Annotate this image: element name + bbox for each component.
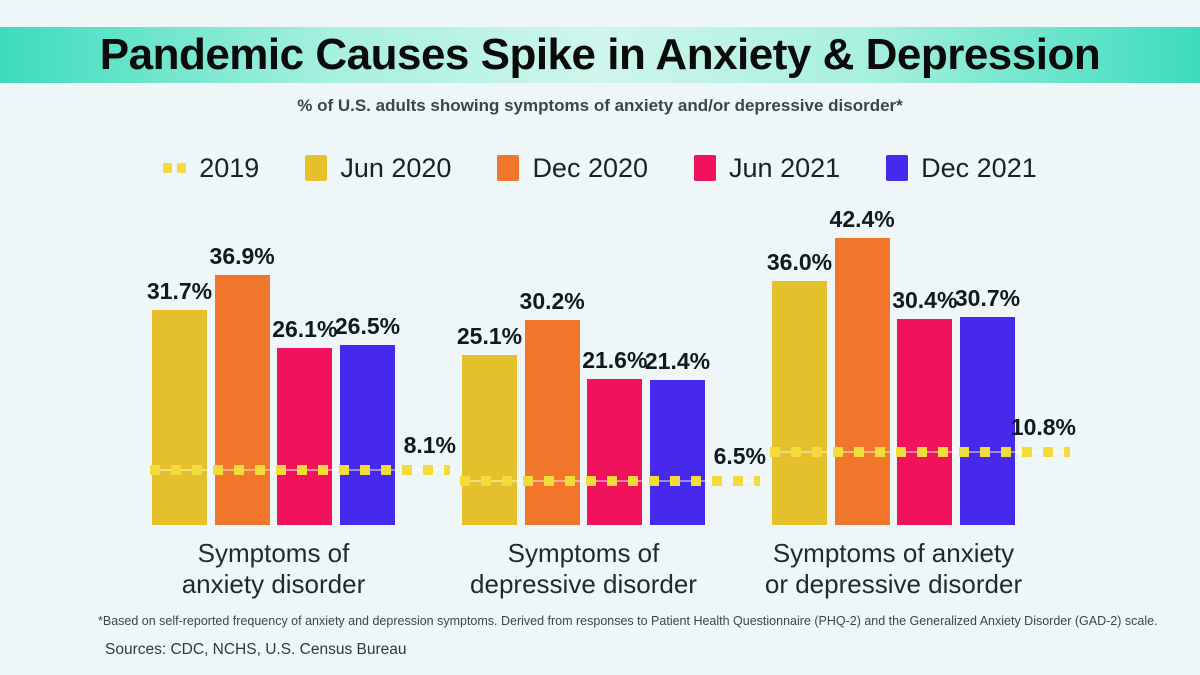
- legend-label: Jun 2021: [729, 152, 841, 183]
- baseline-value-label: 8.1%: [403, 432, 456, 458]
- bar-value-label: 30.7%: [954, 285, 1021, 311]
- bar-value-label: 21.4%: [644, 348, 711, 374]
- baseline-2019-line: [460, 476, 760, 486]
- bar-column-jun-2020: [456, 323, 523, 525]
- group-axis-label: [422, 538, 745, 600]
- bar-value-label: 42.4%: [829, 206, 895, 232]
- bar-column-dec-2021: [334, 313, 401, 525]
- bar-value-label: 21.6%: [582, 347, 648, 373]
- bar: [462, 355, 517, 525]
- bar-group-3: [766, 206, 1021, 525]
- group-axis-label-line: anxiety disorder: [181, 569, 366, 599]
- bar-column-dec-2020: [519, 288, 585, 525]
- bar-group-1: [146, 225, 401, 525]
- baseline-value-label: 6.5%: [713, 443, 766, 469]
- group-axis-label: [112, 538, 435, 600]
- footnote: *Based on self-reported frequency of anxiety and depression symptoms. Derived from responses to Patient Health Questionnaire (PHQ-2) and the Generalized Anxiety Disorder (GAD-2) scale.: [98, 614, 1158, 628]
- group-axis-label: [732, 538, 1055, 600]
- bar: [525, 320, 580, 525]
- group-axis-label-line: Symptoms of: [197, 538, 350, 568]
- bar-column-dec-2020: [829, 206, 895, 525]
- legend-label: Dec 2020: [532, 152, 649, 183]
- bar-value-label: 30.2%: [519, 288, 585, 314]
- page-title: Pandemic Causes Spike in Anxiety & Depression: [99, 30, 1101, 79]
- bar-value-label: 25.1%: [456, 323, 523, 349]
- chart-subtitle: % of U.S. adults showing symptoms of anxiety and/or depressive disorder*: [297, 96, 903, 115]
- bar-column-jun-2020: [146, 278, 213, 525]
- bar-column-jun-2021: [582, 347, 648, 525]
- baseline-2019-line: [150, 465, 450, 475]
- bar-value-label: 26.1%: [272, 316, 338, 342]
- group-axis-label-line: or depressive disorder: [764, 569, 1023, 599]
- sources: Sources: CDC, NCHS, U.S. Census Bureau: [105, 641, 407, 658]
- legend-label: Jun 2020: [340, 152, 452, 183]
- bar-column-dec-2020: [209, 243, 275, 525]
- bar-value-label: 31.7%: [146, 278, 213, 304]
- legend-label: Dec 2021: [921, 152, 1037, 183]
- bar-value-label: 30.4%: [892, 287, 958, 313]
- legend-label: 2019: [199, 152, 260, 183]
- bar-column-jun-2021: [892, 287, 958, 525]
- bar-column-jun-2020: [766, 249, 833, 525]
- bar-value-label: 26.5%: [334, 313, 401, 339]
- bar-column-jun-2021: [272, 316, 338, 525]
- baseline-2019-line: [770, 447, 1070, 457]
- bar: [835, 238, 890, 525]
- group-axis-label-line: Symptoms of: [507, 538, 660, 568]
- baseline-value-label: 10.8%: [1010, 414, 1076, 440]
- group-axis-label-line: Symptoms of anxiety: [772, 538, 1015, 568]
- bar-value-label: 36.0%: [766, 249, 833, 275]
- bar: [152, 310, 207, 525]
- bar: [215, 275, 270, 525]
- group-axis-label-line: depressive disorder: [470, 569, 697, 599]
- bar-value-label: 36.9%: [209, 243, 275, 269]
- bar: [772, 281, 827, 525]
- bar-column-dec-2021: [644, 348, 711, 525]
- bar-column-dec-2021: [954, 285, 1021, 525]
